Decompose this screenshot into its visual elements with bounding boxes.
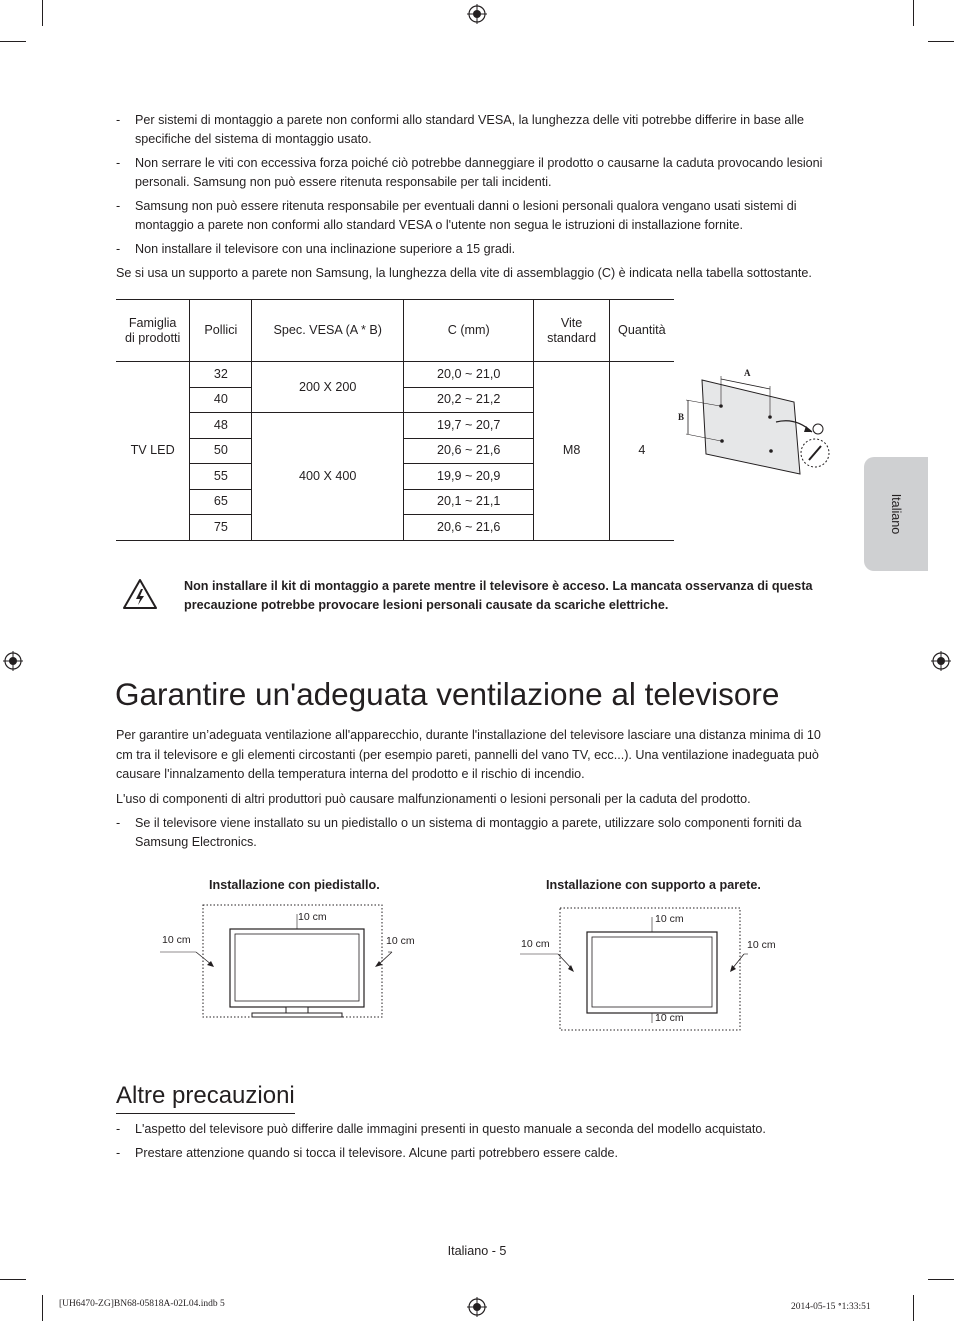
- registration-mark-icon: [467, 4, 487, 24]
- print-footer: [UH6470-ZG]BN68-05818A-02L04.indb 5: [59, 1299, 225, 1309]
- table-cell: 55: [190, 464, 252, 490]
- section-heading: Altre precauzioni: [116, 1080, 295, 1114]
- table-cell: 65: [190, 489, 252, 515]
- vesa-spec-table: [116, 299, 674, 541]
- table-cell: 20,0 ~ 21,0: [404, 362, 534, 388]
- wall-installation-figure: [518, 905, 780, 1033]
- distance-label: 10 cm: [521, 938, 550, 950]
- crop-mark: [913, 0, 914, 26]
- table-cell: TV LED: [116, 362, 190, 541]
- warning-text: Non installare il kit di montaggio a parete mentre il televisore è acceso. La mancata osservanza di questa precauzione potrebbe provocare lesioni personali causate da scariche elettriche.: [184, 579, 813, 612]
- table-cell: 19,7 ~ 20,7: [404, 413, 534, 439]
- label-a: A: [744, 368, 751, 378]
- column-header: Famiglia di prodotti: [124, 315, 181, 345]
- table-intro: Se si usa un supporto a parete non Samsung, la lunghezza della vite di assemblaggio (C) è indicata nella tabella sottostante.: [116, 266, 812, 280]
- electric-shock-warning-icon: [122, 578, 158, 610]
- crop-mark: [928, 41, 954, 42]
- language-tab: Italiano: [864, 457, 928, 571]
- page-title: Garantire un'adeguata ventilazione al televisore: [115, 676, 780, 712]
- figure-caption: Installazione con piedistallo.: [209, 878, 380, 892]
- list-item: - Prestare attenzione quando si tocca il televisore. Alcune parti potrebbero essere calde.: [116, 1146, 619, 1160]
- distance-label: 10 cm: [162, 934, 191, 946]
- figure-caption: Installazione con supporto a parete.: [546, 878, 761, 892]
- registration-mark-icon: [3, 651, 23, 671]
- list-item: - L'aspetto del televisore può differire dalle immagini presenti in questo manuale a seconda del modello acquistato.: [116, 1122, 766, 1136]
- list-item: - Non installare il televisore con una inclinazione superiore a 15 gradi.: [116, 242, 516, 256]
- crop-mark: [913, 1295, 914, 1321]
- column-header: Pollici: [190, 300, 252, 362]
- ventilation-paragraph: Per garantire un’adeguata ventilazione all'apparecchio, durante l'installazione del televisore lasciare una distanza minima di 10 cm tra il televisore e gli elementi circostanti (per esempio pareti, pannelli del vano TV, ecc...). Una ventilazione inadeguata può causare l'innalzamento della temperatura interna del prodotto e il rischio di incendio.: [116, 728, 821, 782]
- table-cell: M8: [534, 362, 609, 541]
- list-item: - Per sistemi di montaggio a parete non conformi allo standard VESA, la lunghezza delle viti potrebbe differire in base alle specifiche del sistema di montaggio usato.: [116, 113, 805, 146]
- crop-mark: [42, 0, 43, 26]
- table-cell: 32: [190, 362, 252, 388]
- table-cell: 4: [609, 362, 674, 541]
- stand-installation-figure: [160, 903, 400, 1021]
- table-row: [116, 362, 674, 388]
- table-cell: 75: [190, 515, 252, 541]
- table-cell: 40: [190, 387, 252, 413]
- column-header: Spec. VESA (A * B): [252, 300, 404, 362]
- column-header: Vite standard: [547, 315, 597, 345]
- crop-mark: [928, 1279, 954, 1280]
- table-cell: 20,6 ~ 21,6: [404, 515, 534, 541]
- table-cell: 19,9 ~ 20,9: [404, 464, 534, 490]
- table-cell: 400 X 400: [252, 413, 404, 541]
- list-item: - Non serrare le viti con eccessiva forza poiché ciò potrebbe danneggiare il prodotto o causarne la caduta provocando lesioni personali. Samsung non può essere ritenuta responsabile per tali incidenti.: [116, 156, 823, 189]
- print-timestamp: 2014-05-15 ꢀ1:33:51: [791, 1302, 871, 1312]
- crop-mark: [0, 41, 26, 42]
- crop-mark: [42, 1295, 43, 1321]
- table-cell: 20,6 ~ 21,6: [404, 438, 534, 464]
- crop-mark: [0, 1279, 26, 1280]
- list-item: - Samsung non può essere ritenuta responsabile per eventuali danni o lesioni personali qualora vengano usati sistemi di montaggio a parete non conformi allo standard VESA o l'utente non segua le istruzioni di installazione fornite.: [116, 199, 797, 232]
- distance-label: 10 cm: [655, 1012, 684, 1024]
- ventilation-paragraph: L'uso di componenti di altri produttori può causare malfunzionamenti o lesioni personali per la caduta del prodotto.: [116, 792, 751, 806]
- distance-label: 10 cm: [298, 911, 327, 923]
- registration-mark-icon: [931, 651, 951, 671]
- list-item: - Se il televisore viene installato su un piedistallo o un sistema di montaggio a parete, utilizzare solo componenti forniti da Samsung Electronics.: [116, 816, 802, 849]
- table-cell: 48: [190, 413, 252, 439]
- table-cell: 20,2 ~ 21,2: [404, 387, 534, 413]
- column-header: Quantità: [609, 300, 674, 362]
- registration-mark-icon: [467, 1297, 487, 1317]
- wall-mount-diagram: [676, 362, 836, 480]
- table-cell: 200 X 200: [252, 362, 404, 413]
- column-header: C (mm): [404, 300, 534, 362]
- table-cell: 20,1 ~ 21,1: [404, 489, 534, 515]
- distance-label: 10 cm: [747, 939, 776, 951]
- table-cell: 50: [190, 438, 252, 464]
- distance-label: 10 cm: [655, 913, 684, 925]
- table-header-row: [116, 300, 674, 362]
- label-b: B: [678, 412, 685, 422]
- page-number: Italiano - 5: [447, 1244, 507, 1258]
- distance-label: 10 cm: [386, 935, 415, 947]
